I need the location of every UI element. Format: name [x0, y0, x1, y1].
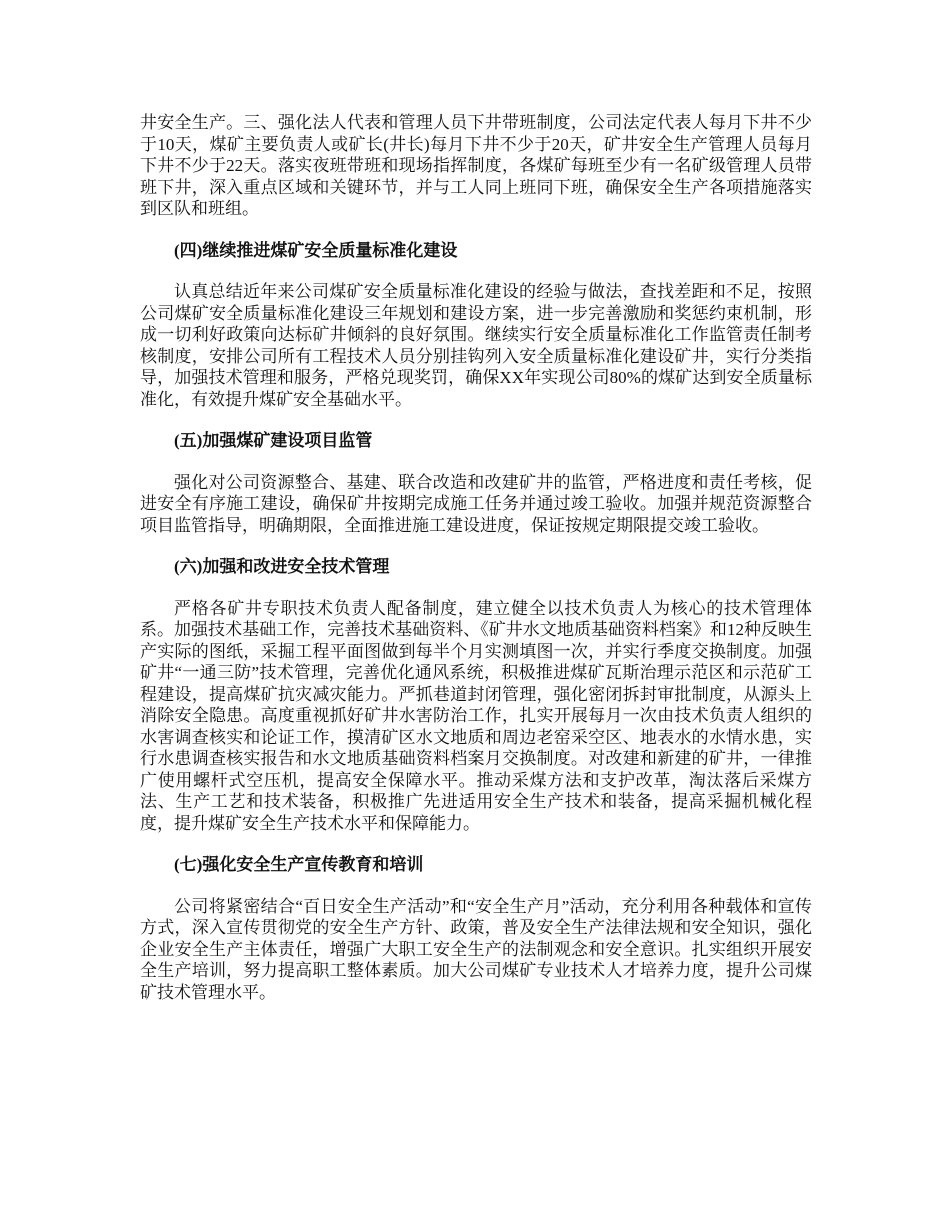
document-page	[140, 112, 812, 1023]
paragraph-section-6: 严格各矿井专职技术负责人配备制度，建立健全以技术负责人为核心的技术管理体系。加强技术基础工作，完善技术基础资料、《矿井水文地质基础资料档案》和12种反映生产实际的图纸，采掘工程平面图做到每半个月实测填图一次，并实行季度交换制度。加强矿井“一通三防”技术管理，完善优化通风系统，积极推进煤矿瓦斯治理示范区和示范矿工程建设，提高煤矿抗灾减灾能力。严抓巷道封闭管理，强化密闭拆封审批制度，从源头上消除安全隐患。高度重视抓好矿井水害防治工作，扎实开展每月一次由技术负责人组织的水害调查核实和论证工作，摸清矿区水文地质和周边老窑采空区、地表水的水情水患，实行水患调查核实报告和水文地质基础资料档案月交换制度。对改建和新建的矿井，一律推广使用螺杆式空压机，提高安全保障水平。推动采煤方法和支护改革，淘汰落后采煤方法、生产工艺和技术装备，积极推广先进适用安全生产技术和装备，提高采掘机械化程度，提升煤矿安全生产技术水平和保障能力。	[140, 598, 812, 833]
section-heading-4: (四)继续推进煤矿安全质量标准化建设	[174, 240, 458, 260]
section-heading-6: (六)加强和改进安全技术管理	[174, 557, 390, 576]
paragraph-section-4: 认真总结近年来公司煤矿安全质量标准化建设的经验与做法，查找差距和不足，按照公司煤矿安全质量标准化建设三年规划和建设方案，进一步完善激励和奖惩约束机制，形成一切利好政策向达标矿井倾斜的良好氛围。继续实行安全质量标准化工作监管责任制考核制度，安排公司所有工程技术人员分别挂钩列入安全质量标准化建设矿井，实行分类指导，加强技术管理和服务，严格兑现奖罚，确保XX年实现公司80%的煤矿达到安全质量标准化，有效提升煤矿安全基础水平。	[140, 282, 812, 409]
section-heading-5: (五)加强煤矿建设项目监管	[174, 431, 373, 450]
paragraph-section-7: 公司将紧密结合“百日安全生产活动”和“安全生产月”活动，充分利用各种载体和宣传方式，深入宣传贯彻党的安全生产方针、政策，普及安全生产法律法规和安全知识，强化企业安全生产主体责任，增强广大职工安全生产的法制观念和安全意识。扎实组织开展安全生产培训，努力提高职工整体素质。加大公司煤矿专业技术人才培养力度，提升公司煤矿技术管理水平。	[140, 896, 812, 1002]
paragraph-continuation: 井安全生产。三、强化法人代表和管理人员下井带班制度，公司法定代表人每月下井不少于10天，煤矿主要负责人或矿长(井长)每月下井不少于20天，矿井安全生产管理人员每月下井不少于22天。落实夜班带班和现场指挥制度，各煤矿每班至少有一名矿级管理人员带班下井，深入重点区域和关键环节，并与工人同上班同下班，确保安全生产各项措施落实到区队和班组。	[140, 113, 812, 218]
paragraph-section-5: 强化对公司资源整合、基建、联合改造和改建矿井的监管，严格进度和责任考核，促进安全有序施工建设，确保矿井按期完成施工任务并通过竣工验收。加强并规范资源整合项目监管指导，明确期限，全面推进施工建设进度，保证按规定期限提交竣工验收。	[140, 472, 812, 535]
section-heading-7: (七)强化安全生产宣传教育和培训	[174, 855, 424, 874]
